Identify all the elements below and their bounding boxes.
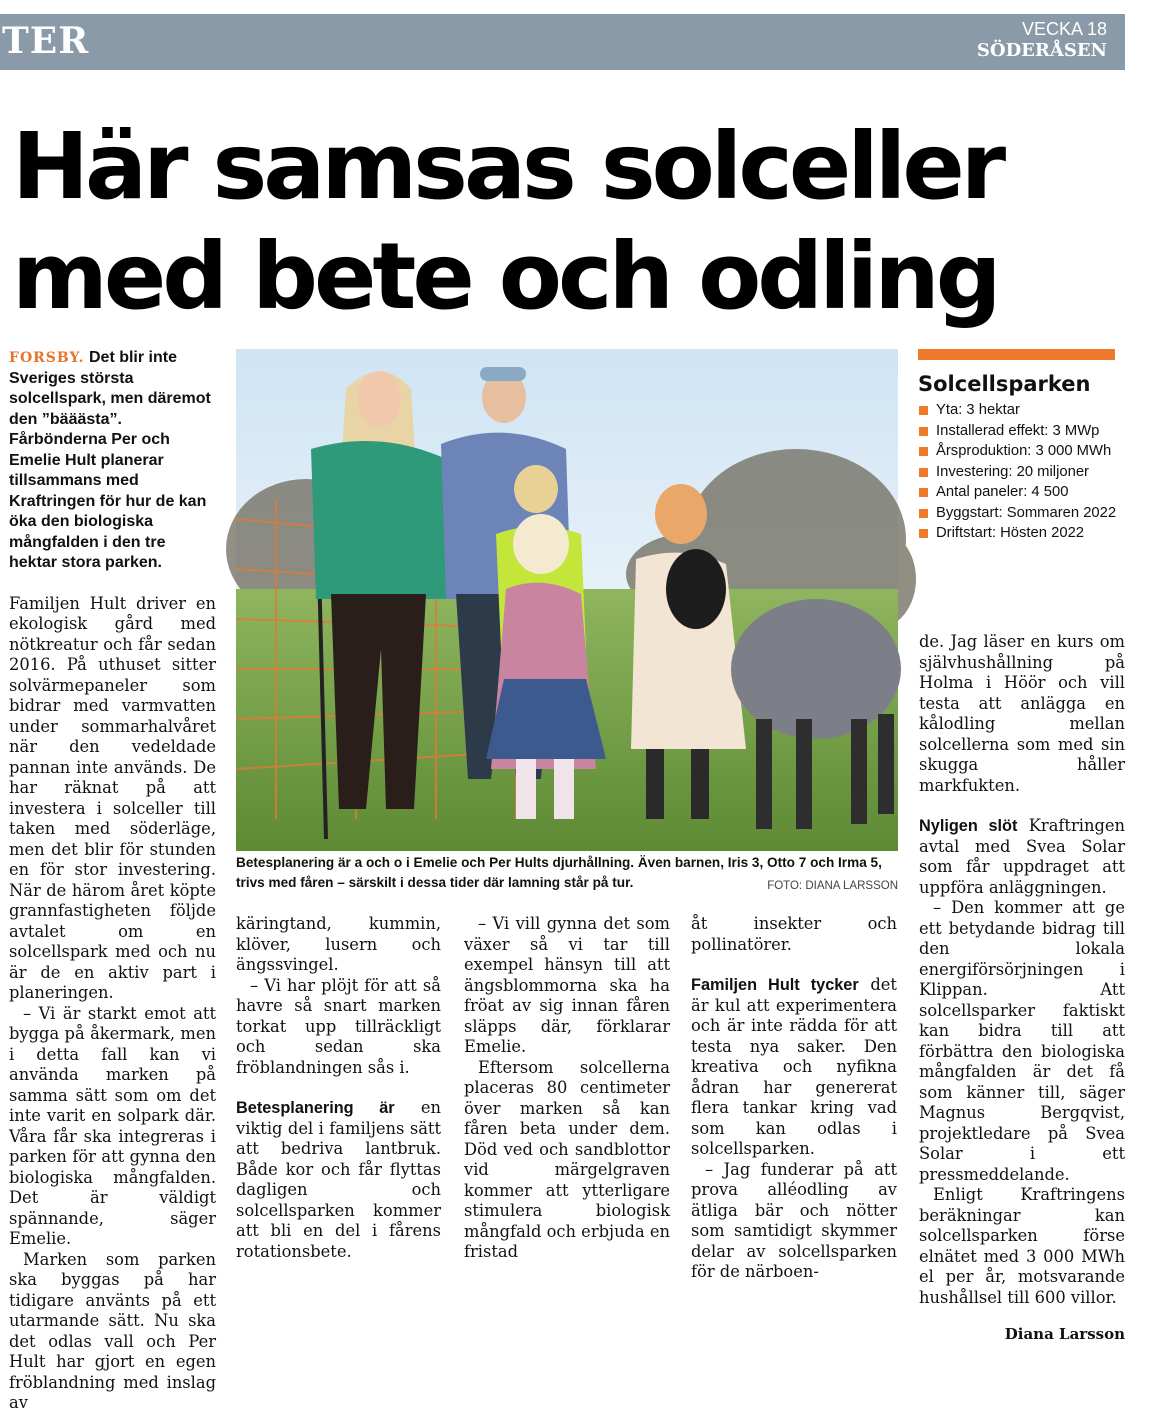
caption-text: Betesplanering är a och o i Emelie och Per Hults djurhållning. Även barnen, Iris 3, Otto 7 och Irma 5, trivs med fåren – särskilt i dessa tider där lamning står på tur. bbox=[236, 855, 882, 890]
square-bullet-icon bbox=[919, 488, 928, 497]
body-paragraph: Betesplanering är en viktig del i familjens sätt att bedriva lantbruk. Både kor och får flyttas dagligen och solcellsparken kommer att bli en del i fårens rotationsbete. bbox=[236, 1098, 441, 1261]
subhead: Nyligen slöt bbox=[919, 817, 1018, 835]
square-bullet-icon bbox=[919, 427, 928, 436]
square-bullet-icon bbox=[919, 406, 928, 415]
factbox-accent-bar bbox=[918, 349, 1115, 360]
body-paragraph: Eftersom solcellerna placeras 80 centimeter över marken så kan fåren beta under dem. Död ved och sandblottor vid märgelgraven kommer att ytterligare stimulera biologisk mångfald och erbjuda en fristad bbox=[464, 1057, 670, 1261]
body-paragraph: käringtand, kummin, klöver, lusern och ängssvingel. bbox=[236, 914, 441, 974]
factbox-item: Investering: 20 miljoner bbox=[918, 462, 1116, 483]
subhead: Familjen Hult tycker bbox=[691, 976, 859, 994]
photo-illustration bbox=[236, 349, 898, 851]
section-label: TER bbox=[2, 20, 90, 62]
body-paragraph: de. Jag läser en kurs om självhushållning på Holma i Höör och vill testa att anlägga en kålodling mellan solcellerna som med sin skugga håller markfukten. bbox=[919, 632, 1125, 795]
factbox-item: Installerad effekt: 3 MWp bbox=[918, 421, 1116, 442]
factbox-item: Driftstart: Hösten 2022 bbox=[918, 523, 1116, 544]
body-paragraph: åt insekter och pollinatörer. bbox=[691, 914, 897, 954]
photo-caption bbox=[236, 853, 898, 896]
column-1 bbox=[9, 348, 216, 1414]
body-paragraph: Nyligen slöt Kraftringen avtal med Svea Solar som får uppdraget att uppföra anläggningen. bbox=[919, 816, 1125, 897]
square-bullet-icon bbox=[919, 509, 928, 518]
column-2 bbox=[236, 914, 441, 1262]
factbox-item: Byggstart: Sommaren 2022 bbox=[918, 503, 1116, 524]
headline bbox=[12, 112, 1132, 332]
body-paragraph: Marken som parken ska byggas på har tidigare använts på ett utarmande sätt. Nu ska det odlas vall och Per Hult har gjort en egen fröblandning med inslag av bbox=[9, 1249, 216, 1412]
body-paragraph: Familjen Hult tycker det är kul att experimentera och är inte rädda för att testa nya saker. Den kreativa och nyfikna ådran har genererat flera tankar kring vad som kan odlas i solcellsparken. bbox=[691, 975, 897, 1158]
factbox-item: Årsproduktion: 3 000 MWh bbox=[918, 441, 1116, 462]
subhead: Betesplanering är bbox=[236, 1099, 395, 1117]
square-bullet-icon bbox=[919, 447, 928, 456]
lead-text: Det blir inte Sveriges största solcellspark, men däremot den ”bääästa”. Fårbönderna Per och Emelie Hult planerar tillsammans med Kraftringen för hur de kan öka den biologiska mångfalden i den tre hektar stora parken. bbox=[9, 349, 211, 571]
headline-line-2: med bete och odling bbox=[12, 223, 998, 330]
body-paragraph: – Vi har plöjt för att så havre så snart marken torkat upp tillräckligt och sedan ska fröblandningen sås i. bbox=[236, 975, 441, 1077]
body-paragraph: – Den kommer att ge ett betydande bidrag till den lokala energiförsörjningen i Klippan. Att solcellsparker faktiskt kan bidra till att förbättra den biologiska mångfalden är det få som känner till, säger Magnus Bergqvist, projektledare på Svea Solar i ett pressmeddelande. bbox=[919, 898, 1125, 1184]
headline-line-1: Här samsas solceller bbox=[12, 113, 1003, 220]
lead-paragraph bbox=[9, 348, 216, 574]
factbox-item: Antal paneler: 4 500 bbox=[918, 482, 1116, 503]
factbox-list bbox=[918, 400, 1116, 544]
square-bullet-icon bbox=[919, 529, 928, 538]
body-paragraph: – Jag funderar på att prova alléodling av ätliga bär och nötter som samtidigt skymmer delar av solcellsparken för de närboen- bbox=[691, 1159, 897, 1281]
week-label: VECKA 18 bbox=[1021, 19, 1107, 39]
body-paragraph: – Vi vill gynna det som växer så vi tar till exempel hänsyn till att ängsblommorna ska ha fröat av sig innan fåren släpps där, förklarar Emelie. bbox=[464, 914, 670, 1056]
square-bullet-icon bbox=[919, 468, 928, 477]
factbox bbox=[918, 349, 1116, 544]
factbox-title: Solcellsparken bbox=[918, 372, 1091, 396]
body-paragraph: – Vi är starkt emot att bygga på åkermark, men i detta fall kan vi använda marken på samma sätt som om det inte varit en solpark där. Våra får ska integreras i parken för att gynna den biologiska mångfalden. Det är väldigt spännande, säger Emelie. bbox=[9, 1003, 216, 1248]
body-paragraph: Enligt Kraftringens beräkningar kan solcellsparken förse elnätet med 3 000 MWh el per år, motsvarande hushållsel till 600 villor. bbox=[919, 1185, 1125, 1307]
dateline: FORSBY. bbox=[9, 350, 85, 366]
factbox-item: Yta: 3 hektar bbox=[918, 400, 1116, 421]
column-4 bbox=[691, 914, 897, 1283]
article-photo bbox=[236, 349, 898, 851]
byline: Diana Larsson bbox=[1004, 1325, 1125, 1343]
region-label: SÖDERÅSEN bbox=[976, 40, 1107, 61]
photo-credit: FOTO: DIANA LARSSON bbox=[767, 880, 898, 892]
column-3 bbox=[464, 914, 670, 1263]
header-bar bbox=[0, 14, 1125, 70]
column-5 bbox=[919, 632, 1125, 1345]
body-paragraph: Familjen Hult driver en ekologisk gård med nötkreatur och får sedan 2016. På uthuset sitter solvärmepaneler som bidrar med varmvatten under sommarhalvåret när den vedeldade pannan inte används. De har räknat på att investera i solceller till taken med söderläge, men det blir för stunden en för stor investering. När de härom året köpte grannfastigheten följde avtalet om en solcellspark med och nu är de en aktiv part i planeringen. bbox=[9, 593, 216, 1002]
